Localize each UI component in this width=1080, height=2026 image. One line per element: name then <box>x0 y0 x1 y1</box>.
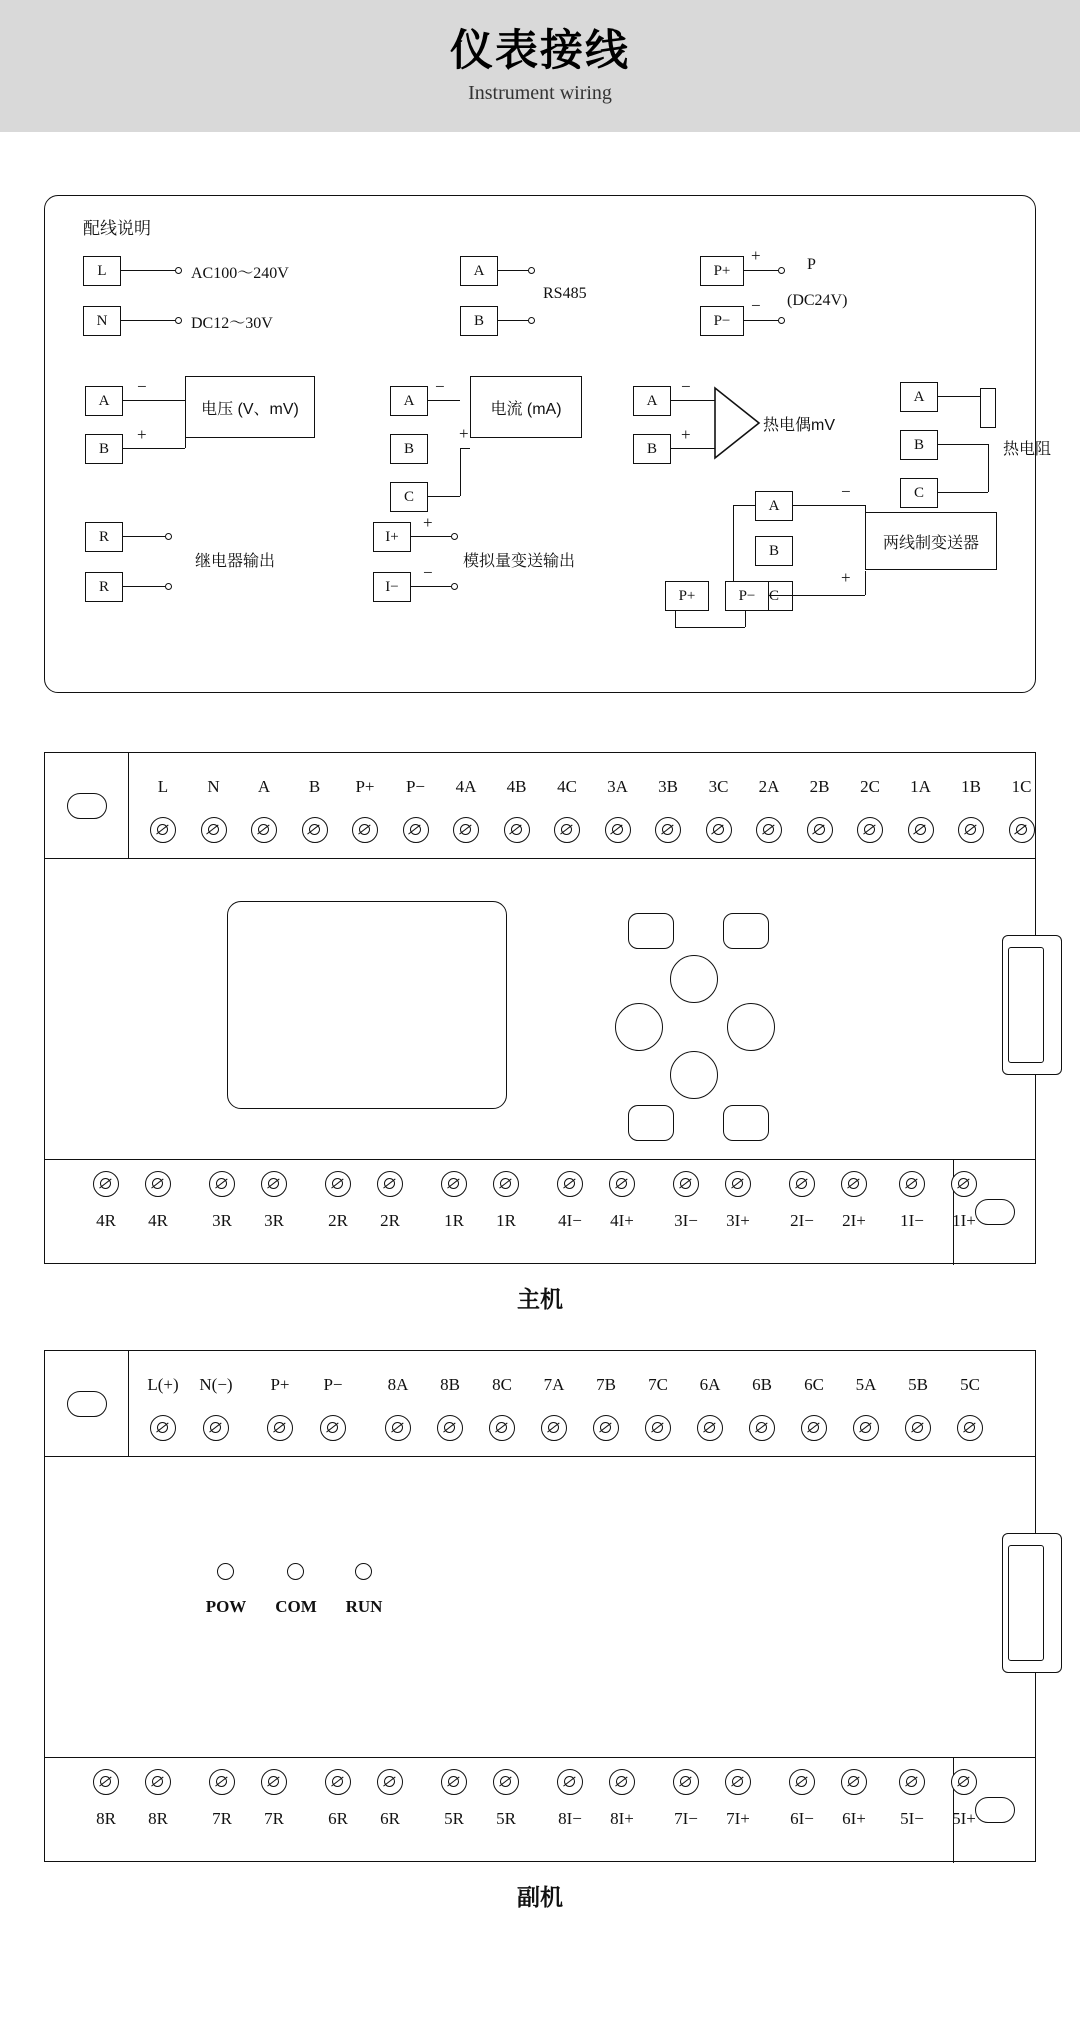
terminal-label: 6I+ <box>842 1809 866 1828</box>
wire <box>498 320 528 321</box>
terminal-A-voltage: A <box>85 386 123 416</box>
terminal-label: 7R <box>264 1809 284 1828</box>
terminal-screw[interactable] <box>320 1415 346 1441</box>
terminal-B-thermocouple: B <box>633 434 671 464</box>
terminal-label: 1B <box>961 777 981 796</box>
terminal-screw[interactable] <box>756 817 782 843</box>
sign-minus: − <box>137 377 147 396</box>
terminal-screw[interactable] <box>261 1171 287 1197</box>
terminal-label: 7A <box>543 1375 565 1394</box>
side-connector-inner <box>1008 1545 1044 1661</box>
wire <box>938 444 988 445</box>
terminal-screw[interactable] <box>749 1415 775 1441</box>
terminal-screw[interactable] <box>557 1769 583 1795</box>
terminal-screw[interactable] <box>609 1171 635 1197</box>
button-left[interactable] <box>615 1003 663 1051</box>
terminal-screw[interactable] <box>261 1769 287 1795</box>
terminal-Iplus: I+ <box>373 522 411 552</box>
terminal-label: 4R <box>96 1211 116 1230</box>
terminal-screw[interactable] <box>209 1769 235 1795</box>
wire <box>675 627 745 628</box>
terminal-screw[interactable] <box>645 1415 671 1441</box>
wire <box>865 571 866 595</box>
terminal-screw[interactable] <box>1009 817 1035 843</box>
terminal-Pminus: P− <box>700 306 744 336</box>
node <box>528 317 535 324</box>
terminal-label: 5A <box>855 1375 877 1394</box>
sign-plus: + <box>459 424 469 443</box>
led-run <box>355 1563 372 1580</box>
terminal-screw[interactable] <box>441 1171 467 1197</box>
terminal-screw[interactable] <box>725 1769 751 1795</box>
terminal-screw[interactable] <box>352 817 378 843</box>
terminal-label: 4I+ <box>610 1211 634 1230</box>
wire <box>411 536 451 537</box>
sign-minus: − <box>681 377 691 396</box>
terminal-screw[interactable] <box>93 1769 119 1795</box>
wire <box>988 444 989 492</box>
led-com <box>287 1563 304 1580</box>
terminal-screw[interactable] <box>958 817 984 843</box>
terminal-label: 1R <box>496 1211 516 1230</box>
wire <box>121 320 175 321</box>
sign-plus: + <box>137 425 147 444</box>
label-relay-output: 继电器输出 <box>195 553 276 570</box>
terminal-screw[interactable] <box>93 1171 119 1197</box>
terminal-label: 4A <box>455 777 477 796</box>
terminal-screw[interactable] <box>489 1415 515 1441</box>
terminal-screw[interactable] <box>557 1171 583 1197</box>
terminal-label: 4B <box>506 777 527 796</box>
terminal-label: N <box>207 777 220 796</box>
wire <box>123 448 185 449</box>
thermocouple-symbol <box>713 384 761 462</box>
label-rs485: RS485 <box>543 285 587 302</box>
wire <box>938 492 988 493</box>
terminal-label: 5I+ <box>952 1809 976 1828</box>
terminal-A-rs485: A <box>460 256 498 286</box>
terminal-screw[interactable] <box>145 1769 171 1795</box>
wire <box>733 505 755 506</box>
node <box>175 317 182 324</box>
terminal-screw[interactable] <box>725 1171 751 1197</box>
terminal-B-rtd: B <box>900 430 938 460</box>
terminal-screw[interactable] <box>605 817 631 843</box>
box-current: 电流 (mA) <box>470 376 582 438</box>
terminal-B-transmitter: B <box>755 536 793 566</box>
wiring-legend-panel <box>44 195 1052 693</box>
terminal-screw[interactable] <box>377 1769 403 1795</box>
terminal-screw[interactable] <box>609 1769 635 1795</box>
wire <box>744 270 778 271</box>
terminal-label: 7R <box>212 1809 232 1828</box>
terminal-screw[interactable] <box>789 1171 815 1197</box>
main-device <box>44 752 1036 1312</box>
terminal-screw[interactable] <box>899 1769 925 1795</box>
terminal-label: 6A <box>699 1375 721 1394</box>
wire <box>498 270 528 271</box>
terminal-label: P− <box>323 1375 343 1394</box>
node <box>778 317 785 324</box>
terminal-label: 7B <box>596 1375 616 1394</box>
terminal-label: 8I− <box>558 1809 582 1828</box>
terminal-C-current: C <box>390 482 428 512</box>
main-device-caption: 主机 <box>517 1286 563 1312</box>
button-top-left[interactable] <box>628 913 674 949</box>
terminal-screw[interactable] <box>853 1415 879 1441</box>
terminal-label: 8B <box>440 1375 460 1394</box>
terminal-label: 5B <box>908 1375 928 1394</box>
terminal-Pminus-transmitter: P− <box>725 581 769 611</box>
terminal-label: 2R <box>380 1211 400 1230</box>
terminal-label: 2R <box>328 1211 348 1230</box>
terminal-screw[interactable] <box>150 1415 176 1441</box>
terminal-screw[interactable] <box>403 817 429 843</box>
terminal-screw[interactable] <box>453 817 479 843</box>
terminal-screw[interactable] <box>789 1769 815 1795</box>
terminal-label: 3C <box>708 777 729 796</box>
node <box>175 267 182 274</box>
terminal-R-2: R <box>85 572 123 602</box>
wire <box>671 448 715 449</box>
terminal-screw[interactable] <box>437 1415 463 1441</box>
terminal-screw[interactable] <box>493 1171 519 1197</box>
terminal-screw[interactable] <box>554 817 580 843</box>
terminal-label: 3R <box>212 1211 232 1230</box>
led-label-pow: POW <box>205 1597 247 1616</box>
terminal-label: L <box>157 777 169 796</box>
rtd-resistor <box>980 388 996 428</box>
terminal-screw[interactable] <box>541 1415 567 1441</box>
terminal-screw[interactable] <box>493 1769 519 1795</box>
terminal-label: 2B <box>809 777 830 796</box>
node <box>778 267 785 274</box>
terminal-label: P+ <box>355 777 375 796</box>
sub-device <box>44 1350 1036 1910</box>
label-ac-range: AC100～240V <box>191 265 289 282</box>
terminal-label: 8R <box>96 1809 116 1828</box>
wire <box>460 448 470 449</box>
wire <box>744 320 778 321</box>
wire <box>671 400 715 401</box>
node <box>451 583 458 590</box>
terminal-label: 3B <box>658 777 678 796</box>
terminal-label: 2A <box>758 777 780 796</box>
terminal-screw[interactable] <box>203 1415 229 1441</box>
terminal-label: B <box>308 777 321 796</box>
page-header <box>0 0 1080 132</box>
led-label-com: COM <box>275 1597 317 1616</box>
terminal-L: L <box>83 256 121 286</box>
terminal-label: P− <box>405 777 426 796</box>
sub-device-caption: 副机 <box>517 1884 563 1910</box>
terminal-label: 8C <box>492 1375 512 1394</box>
legend-title: 配线说明 <box>83 219 151 238</box>
wire <box>769 595 793 596</box>
led-pow <box>217 1563 234 1580</box>
sign-plus: + <box>681 425 691 444</box>
terminal-label: 3R <box>264 1211 284 1230</box>
terminal-label: 5C <box>960 1375 980 1394</box>
terminal-B-current: B <box>390 434 428 464</box>
terminal-label: 3A <box>607 777 628 796</box>
terminal-label: 1A <box>910 777 931 796</box>
terminal-label: N(−) <box>199 1375 233 1394</box>
terminal-screw[interactable] <box>150 817 176 843</box>
node <box>528 267 535 274</box>
button-bottom-left[interactable] <box>628 1105 674 1141</box>
label-dc24v: (DC24V) <box>787 292 848 309</box>
terminal-label: L(+) <box>147 1375 179 1394</box>
terminal-screw[interactable] <box>706 817 732 843</box>
terminal-label: 1I− <box>900 1211 924 1230</box>
terminal-screw[interactable] <box>899 1171 925 1197</box>
terminal-screw[interactable] <box>841 1171 867 1197</box>
wire <box>123 586 165 587</box>
terminal-screw[interactable] <box>697 1415 723 1441</box>
sign-plus: + <box>423 513 433 532</box>
terminal-label: 2I+ <box>842 1211 866 1230</box>
sign-minus: − <box>751 296 761 315</box>
sub-top-terminal-strip <box>45 1351 1035 1457</box>
terminal-screw[interactable] <box>655 817 681 843</box>
button-down[interactable] <box>670 1051 718 1099</box>
terminal-screw[interactable] <box>201 817 227 843</box>
wire <box>428 400 460 401</box>
node <box>165 583 172 590</box>
label-rtd: 热电阻 <box>1003 441 1052 458</box>
terminal-screw[interactable] <box>905 1415 931 1441</box>
terminal-label: 6C <box>804 1375 824 1394</box>
terminal-screw[interactable] <box>441 1769 467 1795</box>
terminal-screw[interactable] <box>857 817 883 843</box>
terminal-screw[interactable] <box>267 1415 293 1441</box>
terminal-screw[interactable] <box>908 817 934 843</box>
wire <box>460 448 461 496</box>
terminal-label: 1I+ <box>952 1211 976 1230</box>
node <box>165 533 172 540</box>
label-dc-range: DC12～30V <box>191 315 273 332</box>
terminal-N: N <box>83 306 121 336</box>
terminal-screw[interactable] <box>385 1415 411 1441</box>
terminal-Iminus: I− <box>373 572 411 602</box>
terminal-screw[interactable] <box>801 1415 827 1441</box>
terminal-label: 6R <box>328 1809 348 1828</box>
terminal-label: 4R <box>148 1211 168 1230</box>
wire <box>411 586 451 587</box>
wire <box>745 611 746 627</box>
led-label-run: RUN <box>345 1597 383 1616</box>
terminal-label: 8R <box>148 1809 168 1828</box>
terminal-label: P+ <box>270 1375 290 1394</box>
wire <box>793 505 865 506</box>
terminal-label: 2C <box>860 777 880 796</box>
terminal-label: 7C <box>648 1375 668 1394</box>
side-connector-inner <box>1008 947 1044 1063</box>
wire <box>428 496 460 497</box>
terminal-B-voltage: B <box>85 434 123 464</box>
button-top-right[interactable] <box>723 913 769 949</box>
display-screen <box>227 901 507 1109</box>
terminal-screw[interactable] <box>951 1769 977 1795</box>
terminal-screw[interactable] <box>209 1171 235 1197</box>
sign-minus: − <box>423 563 433 582</box>
button-right[interactable] <box>727 1003 775 1051</box>
terminal-label: 1C <box>1011 777 1032 796</box>
terminal-screw[interactable] <box>251 817 277 843</box>
terminal-label: 5I− <box>900 1809 924 1828</box>
terminal-screw[interactable] <box>673 1171 699 1197</box>
terminal-screw[interactable] <box>951 1171 977 1197</box>
terminal-screw[interactable] <box>593 1415 619 1441</box>
terminal-screw[interactable] <box>325 1769 351 1795</box>
sign-minus: − <box>841 482 851 501</box>
terminal-label: 3I− <box>674 1211 698 1230</box>
sign-plus: + <box>841 568 851 587</box>
button-up[interactable] <box>670 955 718 1003</box>
terminal-screw[interactable] <box>957 1415 983 1441</box>
sign-plus: + <box>751 246 761 265</box>
terminal-label: 1R <box>444 1211 464 1230</box>
terminal-screw[interactable] <box>841 1769 867 1795</box>
terminal-label: 6I− <box>790 1809 814 1828</box>
main-top-terminal-strip <box>45 753 1035 859</box>
terminal-label: 7I− <box>674 1809 698 1828</box>
label-p: P <box>807 256 816 273</box>
wire <box>123 400 185 401</box>
terminal-A-rtd: A <box>900 382 938 412</box>
wire <box>675 611 676 627</box>
wire <box>123 536 165 537</box>
wire <box>733 505 734 581</box>
box-two-wire-transmitter: 两线制变送器 <box>865 512 997 570</box>
terminal-Pplus: P+ <box>700 256 744 286</box>
terminal-label: 5R <box>444 1809 464 1828</box>
terminal-A-transmitter: A <box>755 491 793 521</box>
terminal-label: 6R <box>380 1809 400 1828</box>
display-notch <box>227 993 228 1017</box>
wire <box>793 595 865 596</box>
terminal-screw[interactable] <box>325 1171 351 1197</box>
label-analog-output: 模拟量变送输出 <box>463 553 576 570</box>
sign-minus: − <box>435 377 445 396</box>
wire <box>185 438 186 448</box>
page-subtitle: Instrument wiring <box>468 82 612 105</box>
terminal-Pplus-transmitter: P+ <box>665 581 709 611</box>
mounting-slot <box>67 1391 107 1417</box>
terminal-label: 2I− <box>790 1211 814 1230</box>
terminal-A-thermocouple: A <box>633 386 671 416</box>
terminal-label: 4I− <box>558 1211 582 1230</box>
terminal-label: 6B <box>752 1375 772 1394</box>
terminal-C-rtd: C <box>900 478 938 508</box>
terminal-R-1: R <box>85 522 123 552</box>
terminal-label: 7I+ <box>726 1809 750 1828</box>
terminal-label: 8A <box>387 1375 409 1394</box>
terminal-screw[interactable] <box>504 817 530 843</box>
page-title: 仪表接线 <box>450 26 630 75</box>
terminal-screw[interactable] <box>807 817 833 843</box>
terminal-label: A <box>257 777 271 796</box>
button-bottom-right[interactable] <box>723 1105 769 1141</box>
terminal-B-rs485: B <box>460 306 498 336</box>
label-thermocouple: 热电偶mV <box>763 417 836 434</box>
terminal-label: 5R <box>496 1809 516 1828</box>
wire <box>121 270 175 271</box>
terminal-label: 8I+ <box>610 1809 634 1828</box>
box-voltage: 电压 (V、mV) <box>185 376 315 438</box>
node <box>451 533 458 540</box>
terminal-label: 4C <box>557 777 577 796</box>
terminal-label: 3I+ <box>726 1211 750 1230</box>
terminal-A-current: A <box>390 386 428 416</box>
terminal-screw[interactable] <box>145 1171 171 1197</box>
mounting-slot <box>67 793 107 819</box>
terminal-screw[interactable] <box>377 1171 403 1197</box>
terminal-screw[interactable] <box>673 1769 699 1795</box>
terminal-screw[interactable] <box>302 817 328 843</box>
